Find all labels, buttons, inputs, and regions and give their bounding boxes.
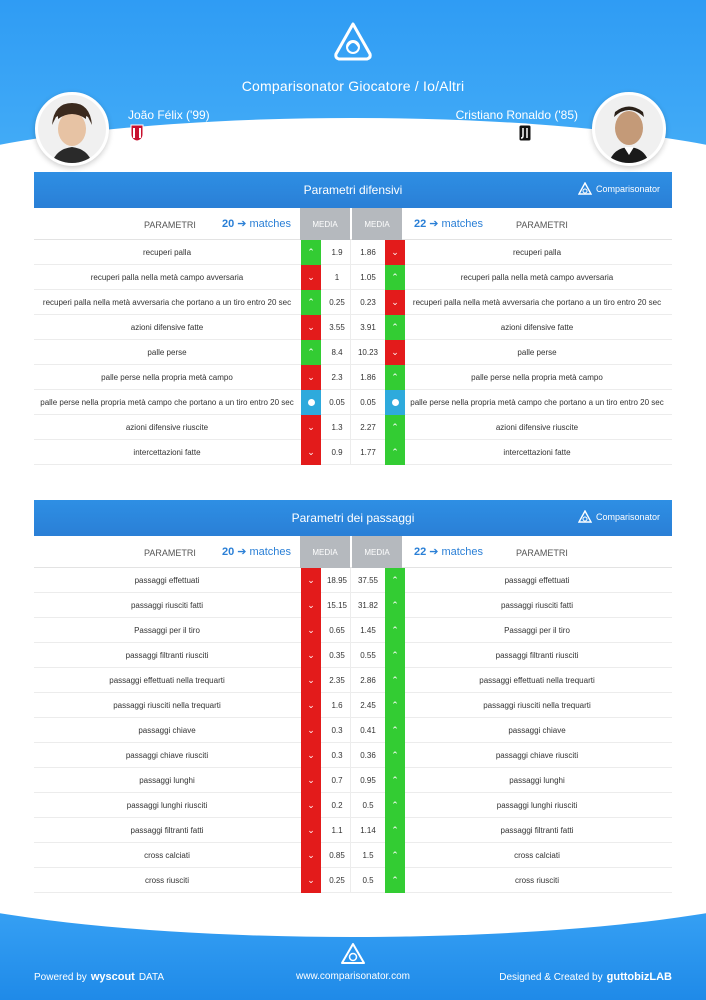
left-value: 2.35: [329, 676, 345, 685]
right-matches-count: [414, 545, 483, 558]
chevron-up-icon: ⌃: [385, 618, 405, 643]
divider: [350, 390, 351, 415]
passing-rows: [34, 568, 672, 893]
divider: [350, 593, 351, 618]
avatar-left-player: [35, 92, 109, 166]
chevron-up-icon: ⌃: [385, 668, 405, 693]
table-row: [34, 643, 672, 668]
footer-curve: [0, 895, 706, 937]
right-value: 0.95: [360, 776, 376, 785]
table-row: [34, 843, 672, 868]
table-row: [34, 868, 672, 893]
param-label-left: passaggi chiave riusciti: [125, 751, 209, 760]
param-label-right: palle perse: [517, 348, 557, 357]
divider: [350, 240, 351, 265]
param-label-right: recuperi palla nella metà campo avversaria: [460, 273, 614, 282]
defensive-panel-title: Parametri difensivi: [303, 183, 403, 197]
chevron-down-icon: ⌄: [301, 743, 321, 768]
left-matches-count: [222, 217, 291, 230]
table-row: [34, 415, 672, 440]
data-label: DATA: [138, 971, 165, 983]
param-label-left: intercettazioni fatte: [133, 448, 201, 457]
chevron-down-icon: ⌄: [301, 265, 321, 290]
table-row: [34, 693, 672, 718]
chevron-down-icon: ⌄: [385, 290, 405, 315]
right-value: 0.23: [360, 298, 376, 307]
param-label-right: recuperi palla nella metà avversaria che portano a un tiro entro 20 sec: [412, 298, 662, 307]
media-header-left: MEDIA: [300, 208, 350, 240]
powered-by-label: Powered by: [34, 971, 87, 983]
chevron-up-icon: ⌃: [385, 843, 405, 868]
comparisonator-logo-icon: [333, 22, 373, 64]
left-value: 3.55: [329, 323, 345, 332]
avatar-right-player: [592, 92, 666, 166]
chevron-up-icon: ⌃: [385, 265, 405, 290]
right-value: 1.86: [360, 248, 376, 257]
chevron-up-icon: ⌃: [385, 743, 405, 768]
right-value: 1.5: [362, 851, 374, 860]
divider: [350, 618, 351, 643]
right-value: 10.23: [357, 348, 379, 357]
left-value: 18.95: [326, 576, 348, 585]
media-header-left: MEDIA: [300, 536, 350, 568]
param-label-right: palle perse nella propria metà campo che portano a un tiro entro 20 sec: [410, 398, 664, 407]
param-label-right: passaggi filtranti fatti: [500, 826, 574, 835]
defensive-rows: [34, 240, 672, 465]
chevron-up-icon: ⌃: [385, 568, 405, 593]
right-value: 2.86: [360, 676, 376, 685]
comparisonator-small-icon: [578, 182, 592, 196]
left-value: 0.65: [329, 626, 345, 635]
left-player-name: João Félix ('99): [128, 108, 210, 122]
left-club-name: Atlético Madrid: [150, 127, 217, 139]
param-label-left: passaggi lunghi: [139, 776, 195, 785]
divider: [350, 693, 351, 718]
chevron-down-icon: ⌄: [301, 768, 321, 793]
chevron-down-icon: ⌄: [301, 818, 321, 843]
divider: [350, 415, 351, 440]
right-matches-number: 22: [414, 217, 427, 230]
right-value: 1.05: [360, 273, 376, 282]
right-value: 1.77: [360, 448, 376, 457]
right-value: 0.5: [362, 801, 374, 810]
param-header-left: PARAMETRI: [144, 220, 196, 230]
brand-badge: [578, 510, 660, 524]
param-label-left: azioni difensive riuscite: [125, 423, 209, 432]
divider: [350, 643, 351, 668]
param-label-left: palle perse: [147, 348, 187, 357]
arrow-in-icon: ➔: [237, 546, 247, 558]
param-label-right: Passaggi per il tiro: [504, 626, 570, 635]
chevron-down-icon: ⌄: [301, 415, 321, 440]
chevron-down-icon: ⌄: [301, 868, 321, 893]
left-matches-count: [222, 545, 291, 558]
param-label-right: passaggi riusciti fatti: [500, 601, 574, 610]
chevron-up-icon: ⌃: [385, 415, 405, 440]
chevron-down-icon: ⌄: [301, 643, 321, 668]
right-player-club: [518, 124, 578, 142]
defensive-panel: [34, 172, 672, 465]
divider: [350, 818, 351, 843]
passing-panel-header: [34, 500, 672, 536]
chevron-down-icon: ⌄: [301, 315, 321, 340]
page-title: Comparisonator Giocatore / Io/Altri: [241, 78, 465, 94]
table-row: [34, 793, 672, 818]
passing-panel-title: Parametri dei passaggi: [291, 511, 415, 525]
media-header-right: MEDIA: [352, 536, 402, 568]
left-value: 0.35: [329, 651, 345, 660]
param-label-right: azioni difensive fatte: [500, 323, 574, 332]
comparisonator-small-icon: [578, 510, 592, 524]
chevron-down-icon: ⌄: [301, 365, 321, 390]
left-value: 0.7: [331, 776, 343, 785]
param-label-left: Passaggi per il tiro: [134, 626, 200, 635]
divider: [350, 843, 351, 868]
chevron-down-icon: ⌄: [301, 793, 321, 818]
table-row: [34, 618, 672, 643]
param-label-left: recuperi palla: [142, 248, 192, 257]
right-value: 1.86: [360, 373, 376, 382]
param-label-left: passaggi riusciti nella trequarti: [113, 701, 221, 710]
defensive-panel-header: [34, 172, 672, 208]
right-matches-count: [414, 217, 483, 230]
right-value: 0.36: [360, 751, 376, 760]
table-row: [34, 568, 672, 593]
param-label-left: passaggi riusciti fatti: [130, 601, 204, 610]
param-label-left: passaggi effettuati: [134, 576, 200, 585]
left-value: 1.9: [331, 248, 343, 257]
left-value: 0.3: [331, 726, 343, 735]
right-value: 0.5: [362, 876, 374, 885]
left-value: 0.25: [329, 876, 345, 885]
chevron-down-icon: ⌄: [301, 693, 321, 718]
divider: [350, 315, 351, 340]
table-row: [34, 668, 672, 693]
param-label-left: palle perse nella propria metà campo che portano a un tiro entro 20 sec: [40, 398, 294, 407]
arrow-in-icon: ➔: [429, 218, 439, 230]
divider: [350, 768, 351, 793]
chevron-down-icon: ⌄: [301, 618, 321, 643]
chevron-down-icon: ⌄: [301, 843, 321, 868]
param-label-right: passaggi chiave riusciti: [495, 751, 579, 760]
param-label-right: passaggi effettuati: [504, 576, 570, 585]
defensive-column-header: [34, 208, 672, 240]
chevron-up-icon: ⌃: [385, 440, 405, 465]
right-matches-number: 22: [414, 545, 427, 558]
matches-label: matches: [441, 217, 484, 230]
media-header-right: MEDIA: [352, 208, 402, 240]
site-link[interactable]: www.comparisonator.com: [296, 971, 410, 982]
param-label-left: palle perse nella propria metà campo: [101, 373, 233, 382]
param-label-right: azioni difensive riuscite: [495, 423, 579, 432]
left-value: 1: [334, 273, 340, 282]
left-player-club: [130, 124, 216, 142]
left-matches-number: 20: [222, 545, 235, 558]
param-label-right: passaggi filtranti riusciti: [495, 651, 579, 660]
table-row: [34, 768, 672, 793]
right-value: 0.05: [360, 398, 376, 407]
left-value: 2.3: [331, 373, 343, 382]
atletico-crest-icon: [130, 124, 144, 142]
chevron-up-icon: ⌃: [385, 693, 405, 718]
left-value: 0.05: [329, 398, 345, 407]
table-row: [34, 340, 672, 365]
chevron-down-icon: ⌄: [385, 240, 405, 265]
table-row: [34, 440, 672, 465]
chevron-up-icon: ⌃: [385, 768, 405, 793]
param-label-right: passaggi chiave: [508, 726, 566, 735]
divider: [350, 340, 351, 365]
param-label-left: passaggi filtranti riusciti: [125, 651, 209, 660]
left-value: 1.1: [331, 826, 343, 835]
right-value: 2.45: [360, 701, 376, 710]
brand-label: Comparisonator: [595, 184, 660, 194]
arrow-in-icon: ➔: [429, 546, 439, 558]
table-row: [34, 265, 672, 290]
designed-label: Designed & Created by: [499, 971, 603, 983]
table-row: [34, 743, 672, 768]
left-matches-number: 20: [222, 217, 235, 230]
param-label-left: recuperi palla nella metà campo avversaria: [90, 273, 244, 282]
param-label-left: passaggi chiave: [138, 726, 196, 735]
divider: [350, 365, 351, 390]
param-label-left: passaggi filtranti fatti: [130, 826, 204, 835]
chevron-up-icon: ⌃: [385, 868, 405, 893]
table-row: [34, 240, 672, 265]
table-row: [34, 390, 672, 415]
chevron-up-icon: ⌃: [385, 718, 405, 743]
param-header-right: PARAMETRI: [516, 548, 568, 558]
param-label-left: passaggi effettuati nella trequarti: [109, 676, 225, 685]
chevron-up-icon: ⌃: [385, 315, 405, 340]
table-row: [34, 290, 672, 315]
chevron-down-icon: ⌄: [301, 568, 321, 593]
brand-badge: [578, 182, 660, 196]
param-label-right: cross calciati: [514, 851, 560, 860]
left-value: 0.85: [329, 851, 345, 860]
left-value: 8.4: [331, 348, 343, 357]
brand-label: Comparisonator: [595, 512, 660, 522]
divider: [350, 440, 351, 465]
chevron-up-icon: ⌃: [301, 290, 321, 315]
right-value: 31.82: [357, 601, 379, 610]
matches-label: matches: [249, 217, 292, 230]
param-label-right: passaggi lunghi riusciti: [496, 801, 578, 810]
right-value: 37.55: [357, 576, 379, 585]
param-label-right: intercettazioni fatte: [503, 448, 571, 457]
param-label-left: cross calciati: [144, 851, 190, 860]
left-value: 15.15: [326, 601, 348, 610]
table-row: [34, 718, 672, 743]
matches-label: matches: [249, 545, 292, 558]
param-label-right: passaggi riusciti nella trequarti: [483, 701, 591, 710]
right-player-name: Cristiano Ronaldo ('85): [455, 108, 578, 122]
table-row: [34, 593, 672, 618]
divider: [350, 793, 351, 818]
divider: [350, 290, 351, 315]
chevron-up-icon: ⌃: [385, 818, 405, 843]
left-value: 0.9: [331, 448, 343, 457]
chevron-up-icon: ⌃: [385, 593, 405, 618]
designed-by: [499, 971, 672, 983]
param-label-right: recuperi palla: [512, 248, 562, 257]
right-value: 1.45: [360, 626, 376, 635]
passing-panel: [34, 500, 672, 893]
param-label-right: cross riusciti: [514, 876, 559, 885]
right-value: 0.41: [360, 726, 376, 735]
left-value: 0.25: [329, 298, 345, 307]
chevron-down-icon: ⌄: [385, 340, 405, 365]
comparisonator-footer-logo-icon: [340, 942, 366, 968]
param-label-right: passaggi effettuati nella trequarti: [479, 676, 595, 685]
param-header-right: PARAMETRI: [516, 220, 568, 230]
table-row: [34, 818, 672, 843]
chevron-down-icon: ⌄: [301, 440, 321, 465]
left-value: 0.3: [331, 751, 343, 760]
divider: [350, 743, 351, 768]
right-club-name: Juventus: [537, 127, 578, 139]
param-header-left: PARAMETRI: [144, 548, 196, 558]
divider: [350, 568, 351, 593]
param-label-left: passaggi lunghi riusciti: [126, 801, 208, 810]
table-row: [34, 315, 672, 340]
chevron-up-icon: ⌃: [301, 240, 321, 265]
guttobizlab-logo: guttobizLAB: [606, 971, 672, 983]
chevron-up-icon: ⌃: [301, 340, 321, 365]
passing-column-header: [34, 536, 672, 568]
left-value: 1.6: [331, 701, 343, 710]
param-label-right: palle perse nella propria metà campo: [471, 373, 603, 382]
divider: [350, 718, 351, 743]
chevron-down-icon: ⌄: [301, 718, 321, 743]
chevron-up-icon: ⌃: [385, 793, 405, 818]
param-label-left: recuperi palla nella metà avversaria che portano a un tiro entro 20 sec: [42, 298, 292, 307]
param-label-left: cross riusciti: [144, 876, 189, 885]
table-row: [34, 365, 672, 390]
matches-label: matches: [441, 545, 484, 558]
divider: [350, 265, 351, 290]
juventus-crest-icon: [518, 124, 532, 142]
left-value: 0.2: [331, 801, 343, 810]
equal-dot-icon: [301, 390, 321, 415]
wyscout-logo: wyscout: [90, 971, 135, 983]
right-value: 2.27: [360, 423, 376, 432]
param-label-right: passaggi lunghi: [509, 776, 565, 785]
right-value: 3.91: [360, 323, 376, 332]
chevron-down-icon: ⌄: [301, 668, 321, 693]
param-label-left: azioni difensive fatte: [130, 323, 204, 332]
right-value: 0.55: [360, 651, 376, 660]
divider: [350, 668, 351, 693]
divider: [350, 868, 351, 893]
right-value: 1.14: [360, 826, 376, 835]
chevron-down-icon: ⌄: [301, 593, 321, 618]
left-value: 1.3: [331, 423, 343, 432]
chevron-up-icon: ⌃: [385, 365, 405, 390]
chevron-up-icon: ⌃: [385, 643, 405, 668]
arrow-in-icon: ➔: [237, 218, 247, 230]
